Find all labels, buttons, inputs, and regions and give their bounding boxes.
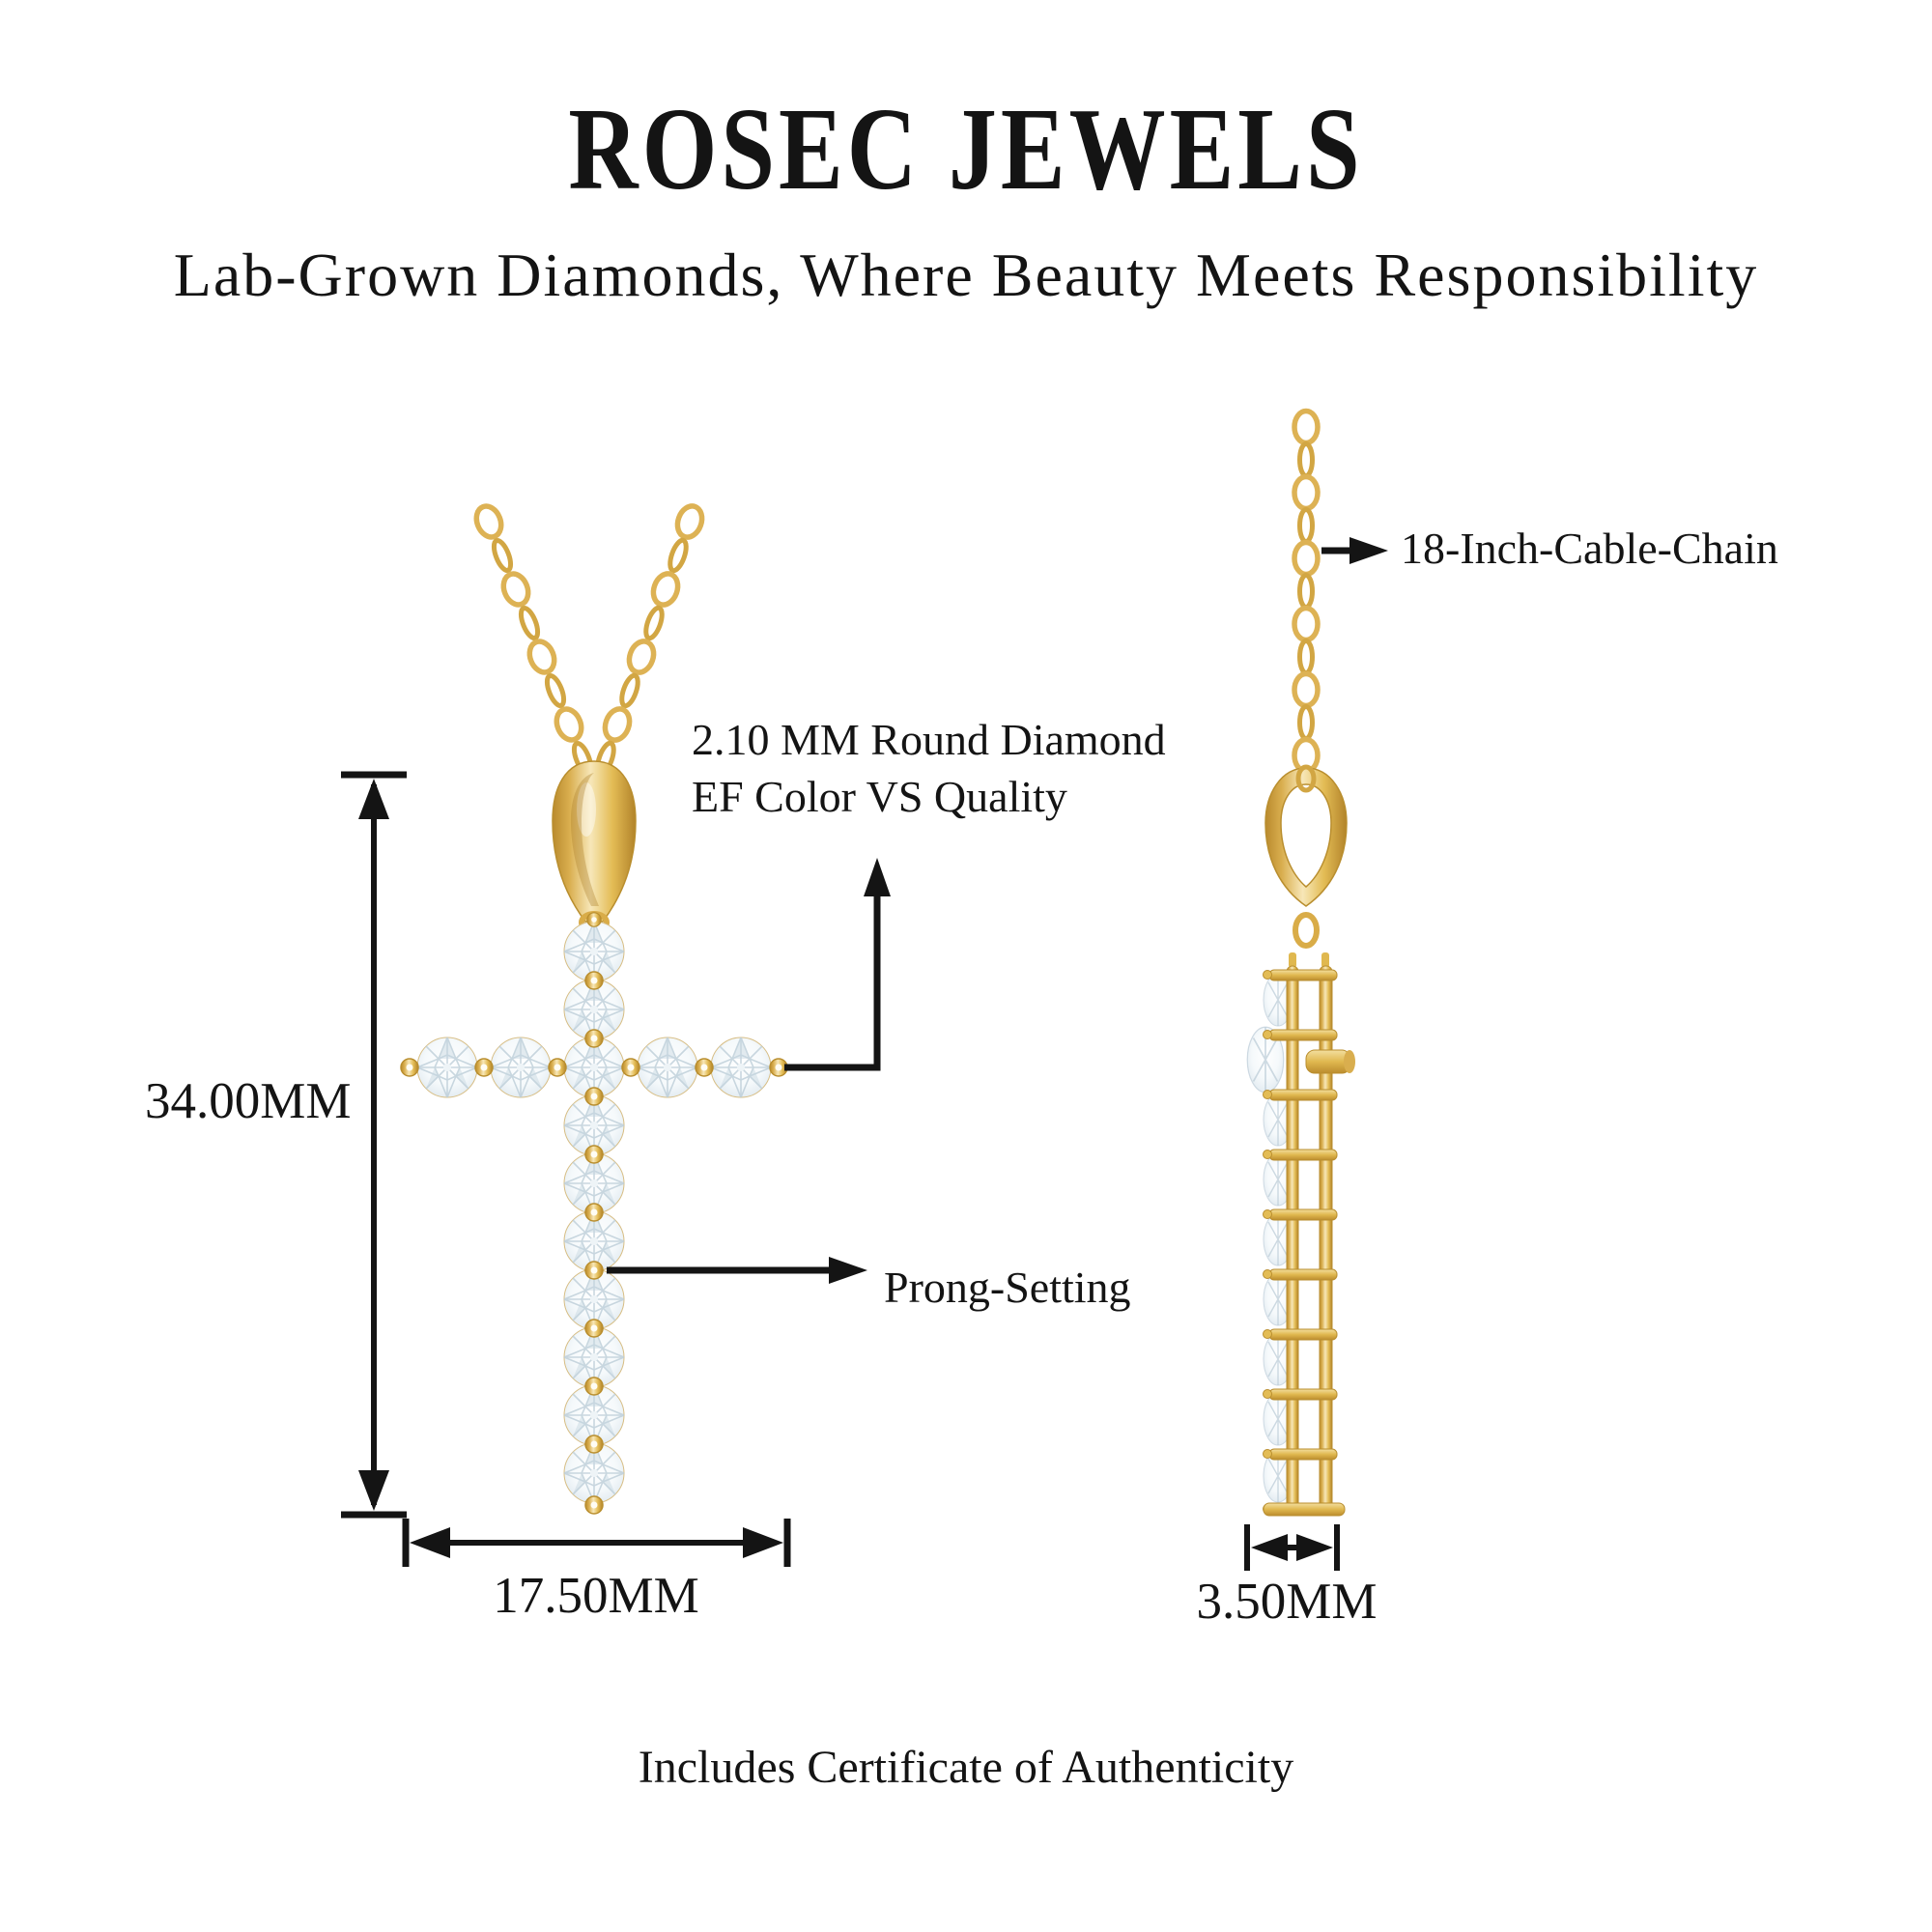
pendant-height-value: 34.00MM	[145, 1073, 352, 1129]
pendant-width-value: 17.50MM	[493, 1568, 699, 1624]
side-chain	[1294, 412, 1318, 772]
depth-dimension-line	[1247, 1524, 1337, 1571]
prong-setting-label: Prong-Setting	[884, 1263, 1131, 1312]
diamond-spec-arrow	[784, 858, 891, 1067]
cable-chain-label: 18-Inch-Cable-Chain	[1401, 524, 1778, 573]
brand-title-text: ROSEC JEWELS	[568, 83, 1364, 214]
side-pendant	[1247, 767, 1355, 1516]
diamond-spec-line1: 2.10 MM Round Diamond	[692, 715, 1166, 764]
diamond-spec-line2: EF Color VS Quality	[692, 771, 1067, 821]
height-dimension-line	[341, 775, 407, 1515]
pendant-depth-value: 3.50MM	[1196, 1574, 1378, 1630]
front-pendant	[401, 761, 787, 1514]
brand-title	[0, 81, 1932, 214]
brand-tagline: Lab-Grown Diamonds, Where Beauty Meets Responsibility	[173, 241, 1759, 309]
certificate-note: Includes Certificate of Authenticity	[638, 1742, 1294, 1793]
diamond-spec-label	[692, 712, 1166, 826]
chain-arrow	[1321, 537, 1388, 564]
prong-setting-arrow	[607, 1257, 867, 1284]
front-chain	[472, 502, 706, 775]
width-dimension-line	[406, 1519, 787, 1567]
